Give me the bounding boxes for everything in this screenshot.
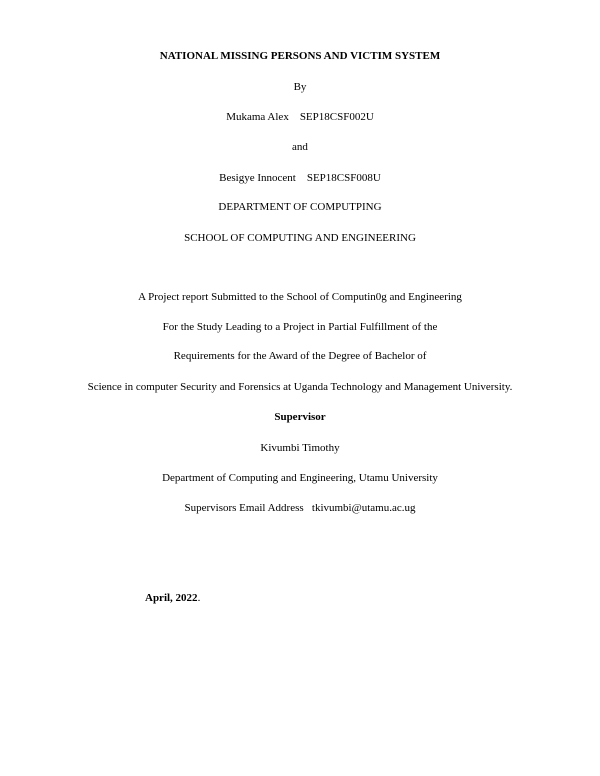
document-title: NATIONAL MISSING PERSONS AND VICTIM SYSTEM: [159, 50, 441, 62]
supervisor-email: Supervisors Email Address tkivumbi@utamu.ac.ug: [184, 502, 416, 514]
submission-date: [145, 591, 200, 605]
school-name: SCHOOL OF COMPUTING AND ENGINEERING: [184, 232, 416, 244]
supervisor-name: Kivumbi Timothy: [260, 442, 340, 454]
submission-line-3: Requirements for the Award of the Degree of Bachelor of: [173, 350, 427, 362]
department-name: DEPARTMENT OF COMPUTPING: [218, 201, 382, 213]
author-1: Mukama Alex SEP18CSF002U: [226, 111, 374, 123]
author-2: Besigye Innocent SEP18CSF008U: [219, 172, 381, 184]
date-text: April, 2022: [145, 592, 198, 604]
submission-line-1: A Project report Submitted to the School of Computin0g and Engineering: [138, 291, 462, 303]
supervisor-heading: Supervisor: [274, 411, 326, 423]
date-suffix: .: [197, 592, 201, 604]
by-label: By: [293, 81, 307, 93]
submission-line-2: For the Study Leading to a Project in Partial Fulfillment of the: [162, 321, 438, 333]
and-label: and: [292, 141, 308, 153]
supervisor-department: Department of Computing and Engineering, Utamu University: [162, 472, 438, 484]
submission-line-4: Science in computer Security and Forensics at Uganda Technology and Management University.: [87, 381, 513, 393]
